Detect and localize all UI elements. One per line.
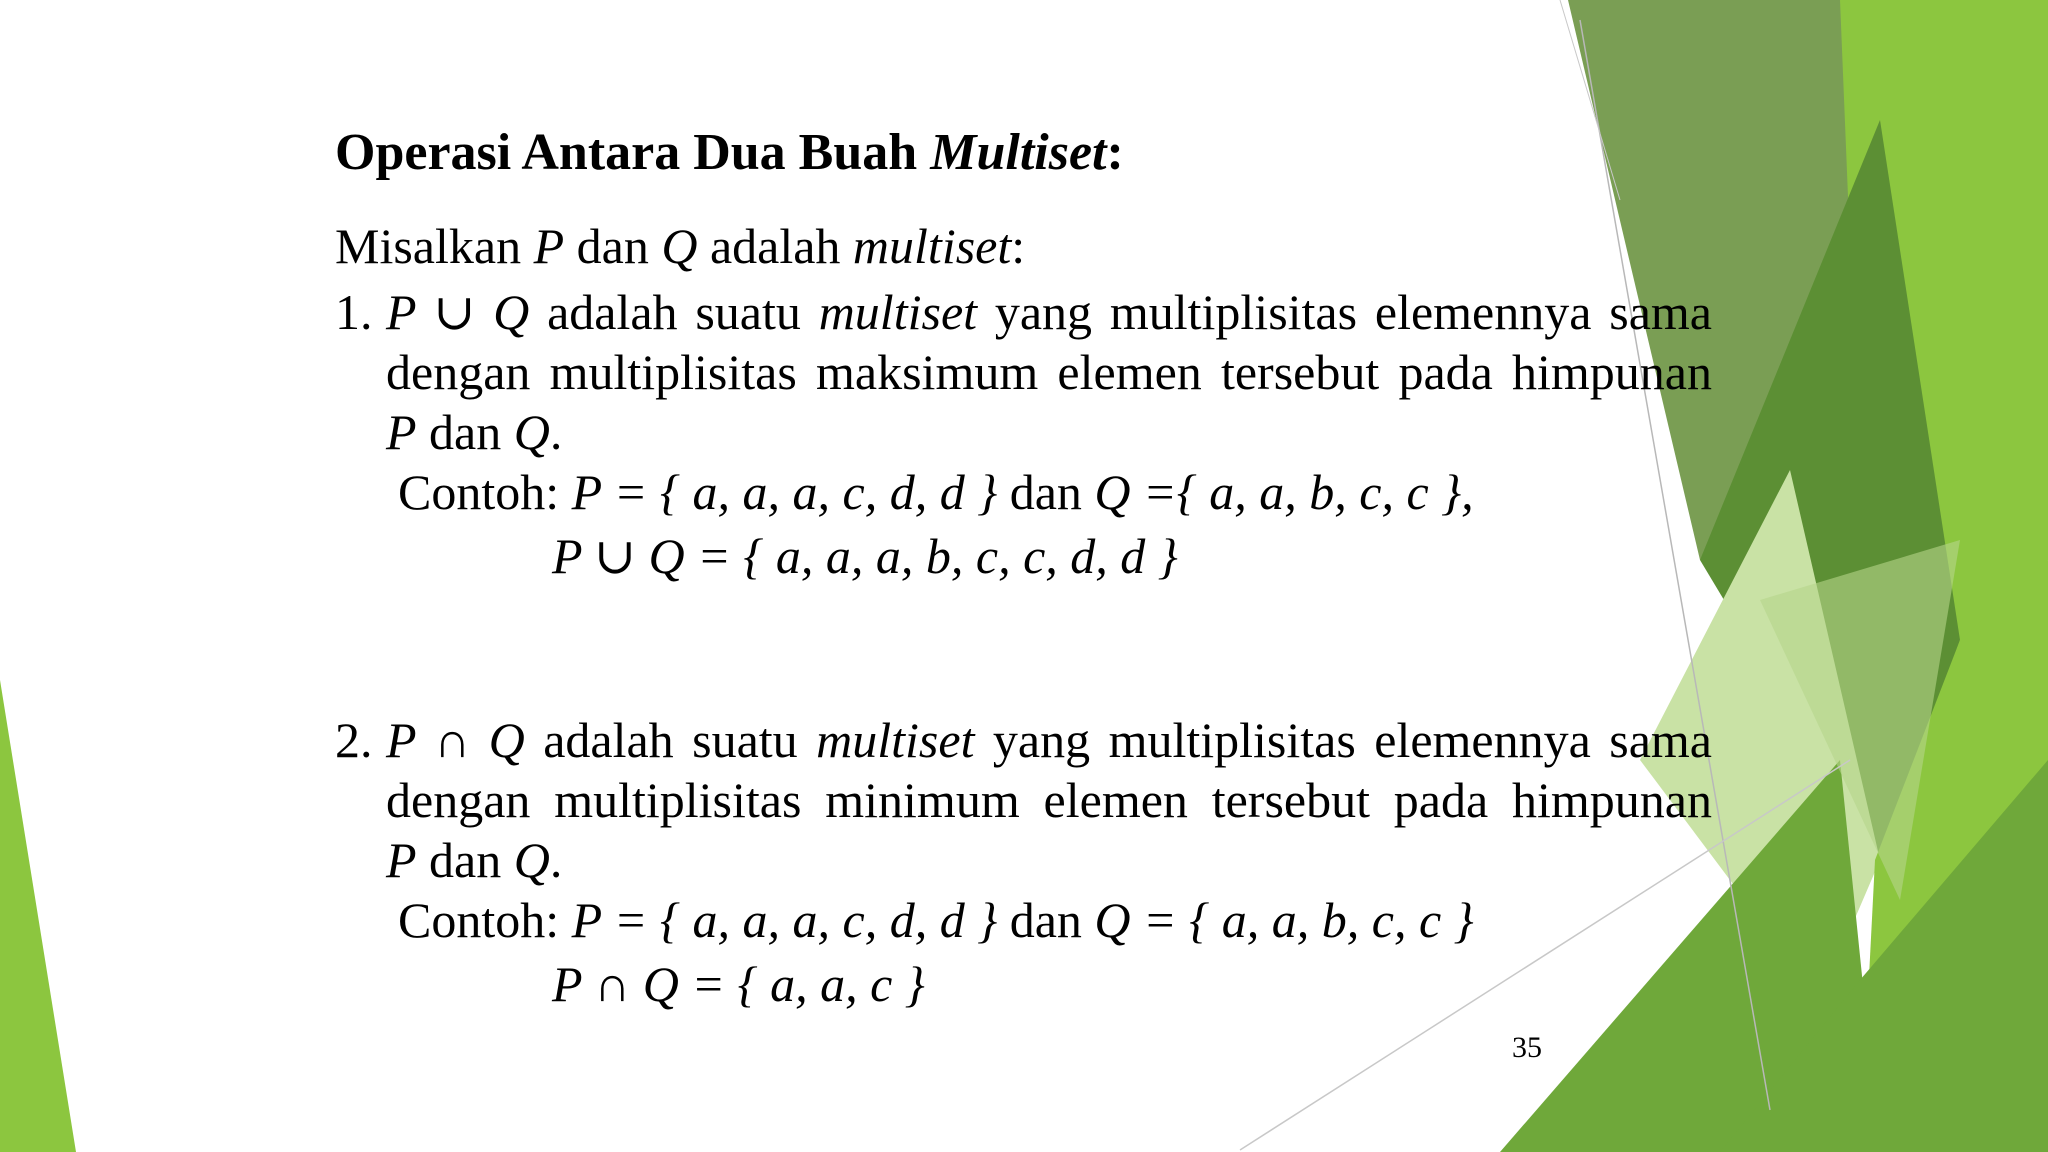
item2-example: Contoh: P = { a, a, a, c, d, d } dan Q = { a, a, b, c, c }: [398, 892, 1474, 948]
left-green-shape: [0, 680, 76, 1152]
item1-line1: P ∪ Q adalah suatu multiset yang multiplisitas elemennya sama: [386, 284, 1712, 340]
item1-line3: P dan Q.: [386, 404, 563, 460]
page-number: 35: [1512, 1031, 1542, 1064]
item2-number: 2.: [335, 712, 373, 768]
item1-example: Contoh: P = { a, a, a, c, d, d } dan Q ={ a, a, b, c, c },: [398, 464, 1474, 520]
item2-line2: dengan multiplisitas minimum elemen tersebut pada himpunan: [386, 772, 1712, 828]
item2-result: P ∩ Q = { a, a, c }: [552, 956, 925, 1012]
intro-line: Misalkan P dan Q adalah multiset:: [335, 218, 1026, 274]
item2-line1: P ∩ Q adalah suatu multiset yang multiplisitas elemennya sama: [386, 712, 1712, 768]
item2-line3: P dan Q.: [386, 832, 563, 888]
item1-result: P ∪ Q = { a, a, a, b, c, c, d, d }: [552, 528, 1178, 584]
item1-number: 1.: [335, 284, 373, 340]
slide-title: Operasi Antara Dua Buah Multiset:: [335, 124, 1124, 181]
item1-line2: dengan multiplisitas maksimum elemen tersebut pada himpunan: [386, 344, 1712, 400]
